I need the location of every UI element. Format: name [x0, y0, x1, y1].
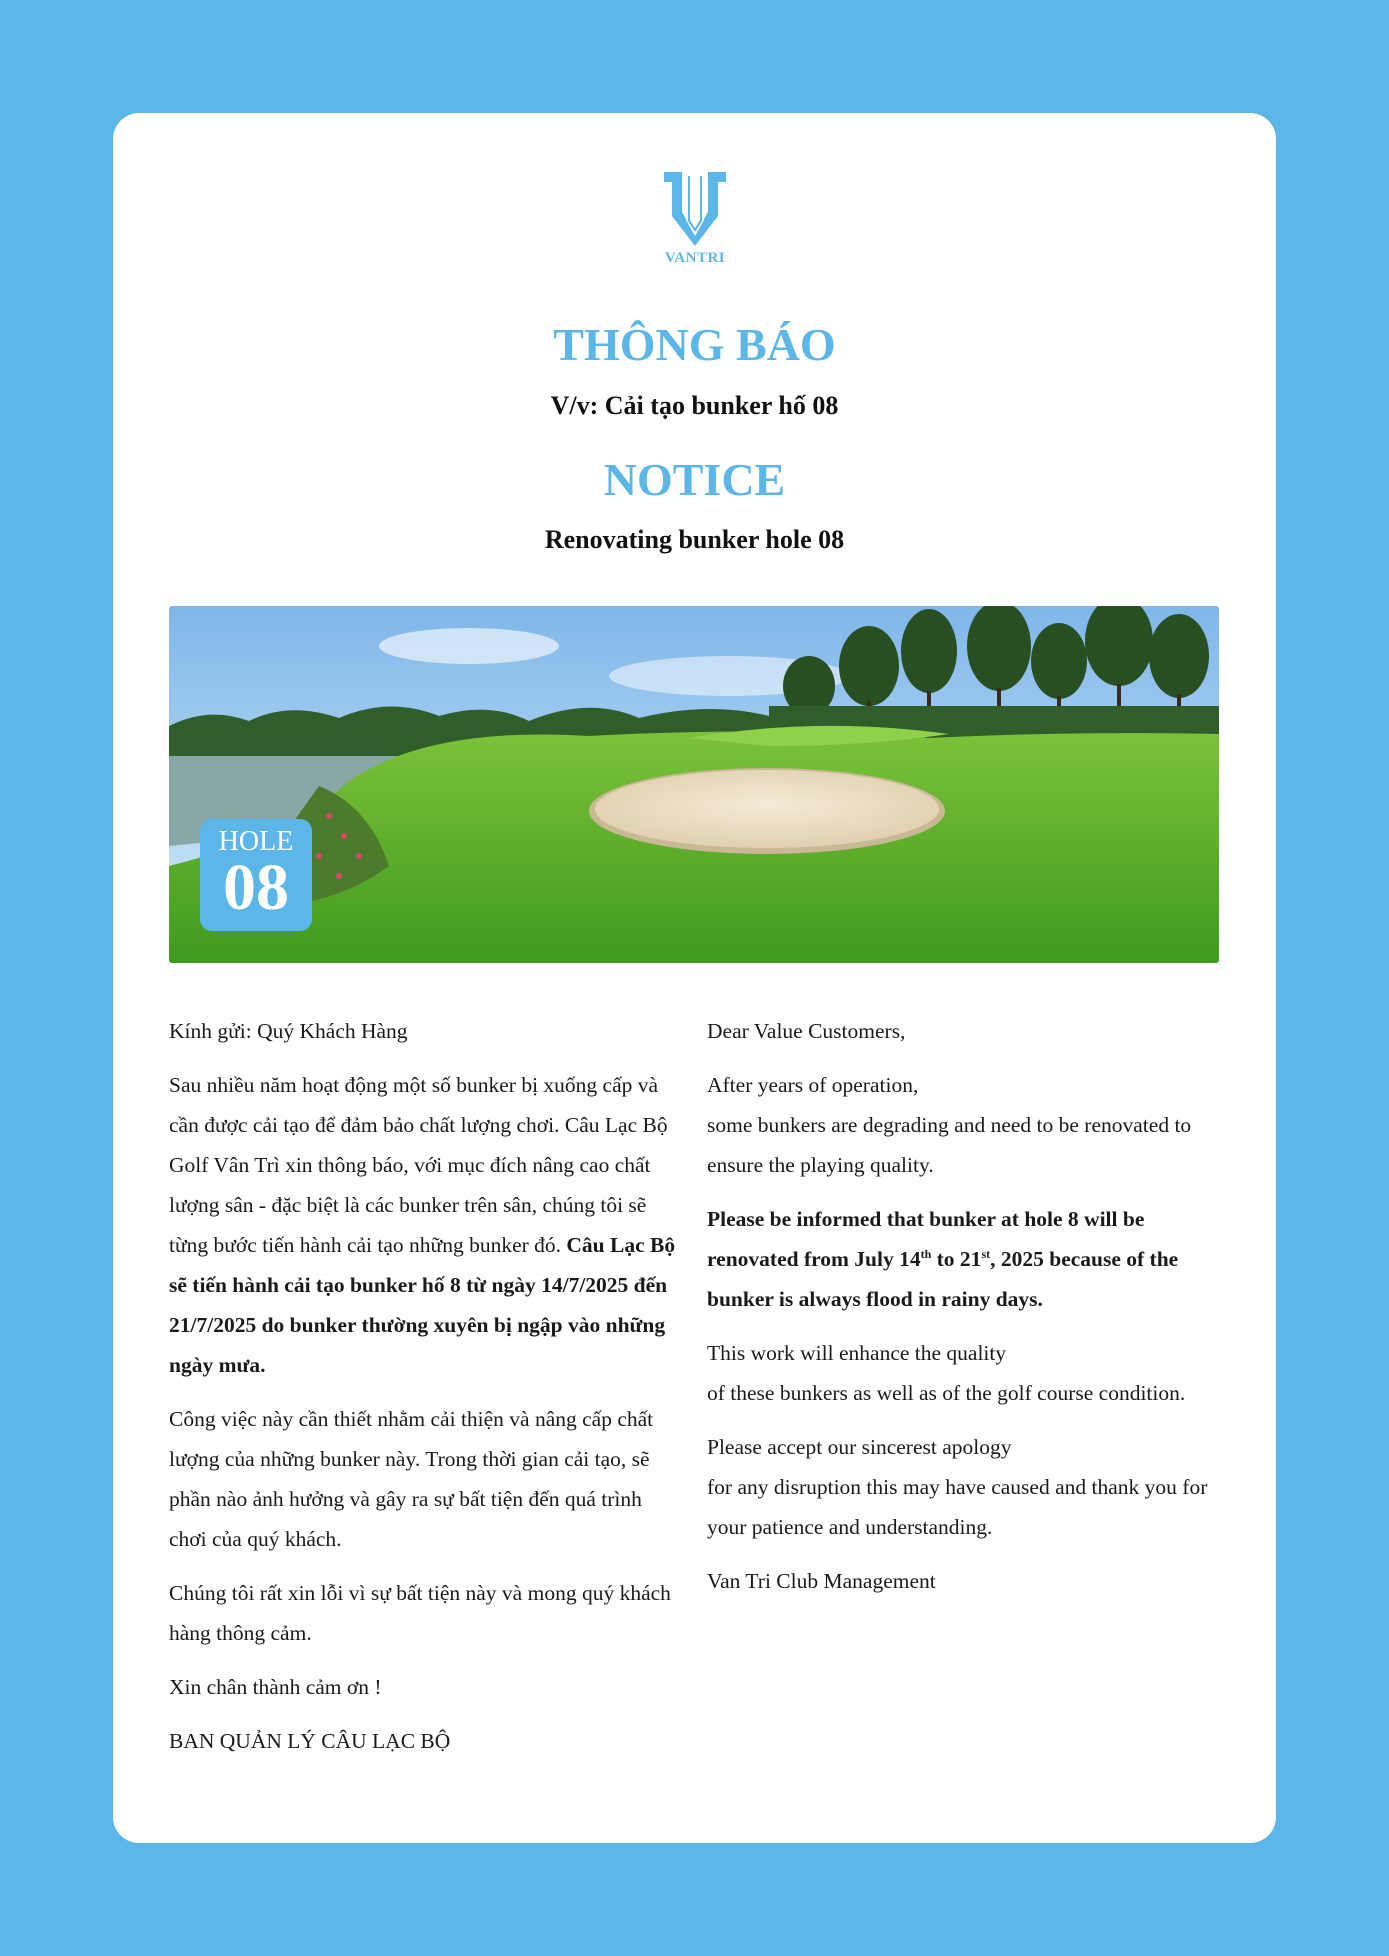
paragraph-vietnamese-1 [169, 1065, 679, 1385]
paragraph-english-1-line1: After years of operation, [707, 1073, 919, 1097]
paragraph-english-3-line2: of these bunkers as well as of the golf course condition. [707, 1381, 1186, 1405]
subtitle-vietnamese: V/v: Cải tạo bunker hố 08 [550, 391, 839, 420]
superscript-th: th [920, 1246, 932, 1261]
paragraph-vietnamese-3: Chúng tôi rất xin lỗi vì sự bất tiện này và mong quý khách hàng thông cảm. [169, 1581, 671, 1645]
hole-badge-label: HOLE [218, 826, 294, 857]
paragraph-english-4-line2: for any disruption this may have caused and thank you for your patience and understanding. [707, 1475, 1208, 1539]
paragraph-english-2-a: Please be informed that bunker at hole 8 will be renovated from July 14 [707, 1207, 1145, 1271]
notice-card [113, 113, 1276, 1843]
signature-vietnamese: BAN QUẢN LÝ CÂU LẠC BỘ [169, 1729, 451, 1753]
paragraph-english-2-b: to 21 [931, 1247, 982, 1271]
vantri-logo-icon [660, 168, 730, 248]
paragraph-english-4 [707, 1427, 1227, 1547]
paragraph-english-1 [707, 1065, 1227, 1185]
superscript-st: st [981, 1246, 991, 1261]
paragraph-english-3-line1: This work will enhance the quality [707, 1341, 1007, 1365]
signature-english: Van Tri Club Management [707, 1569, 936, 1593]
english-column [707, 1011, 1227, 1615]
title-vietnamese: THÔNG BÁO [553, 319, 836, 370]
thanks-vietnamese: Xin chân thành cảm ơn ! [169, 1675, 382, 1699]
paragraph-english-4-line1: Please accept our sincerest apology [707, 1435, 1012, 1459]
paragraph-english-2 [707, 1199, 1227, 1319]
subtitle-english: Renovating bunker hole 08 [544, 525, 845, 554]
hole-badge-number: 08 [223, 851, 289, 924]
paragraph-english-1-line2: some bunkers are degrading and need to be renovated to ensure the playing quality. [707, 1113, 1192, 1177]
paragraph-vietnamese-1-text: Sau nhiều năm hoạt động một số bunker bị xuống cấp và cần được cải tạo để đảm bảo chất lượng chơi. Câu Lạc Bộ Golf Vân Trì xin thông báo, với mục đích nâng cao chất lượng sân - đặc biệt là các bunker trên sân, chúng tôi sẽ từng bước tiến hành cải tạo những bunker đó. [169, 1073, 668, 1257]
hole-badge [200, 819, 312, 931]
paragraph-english-3 [707, 1333, 1227, 1413]
greeting-vietnamese: Kính gửi: Quý Khách Hàng [169, 1019, 408, 1043]
paragraph-vietnamese-1-bold: Câu Lạc Bộ sẽ tiến hành cải tạo bunker hố 8 từ ngày 14/7/2025 đến 21/7/2025 do bunker thường xuyên bị ngập vào những ngày mưa. [169, 1233, 676, 1377]
vietnamese-column [169, 1011, 679, 1775]
paragraph-english-2-c: , 2025 because of the bunker is always flood in rainy days. [707, 1247, 1179, 1311]
paragraph-vietnamese-2: Công việc này cần thiết nhằm cải thiện và nâng cấp chất lượng của những bunker này. Trong thời gian cải tạo, sẽ phần nào ảnh hưởng và gây ra sự bất tiện đến quá trình chơi của quý khách. [169, 1407, 654, 1551]
title-english: NOTICE [603, 454, 786, 505]
vantri-logo [658, 168, 732, 278]
golf-course-photo [169, 606, 1219, 963]
logo-text: VANTRI [664, 250, 726, 266]
golf-course-illustration [169, 606, 1219, 963]
greeting-english: Dear Value Customers, [707, 1019, 906, 1043]
